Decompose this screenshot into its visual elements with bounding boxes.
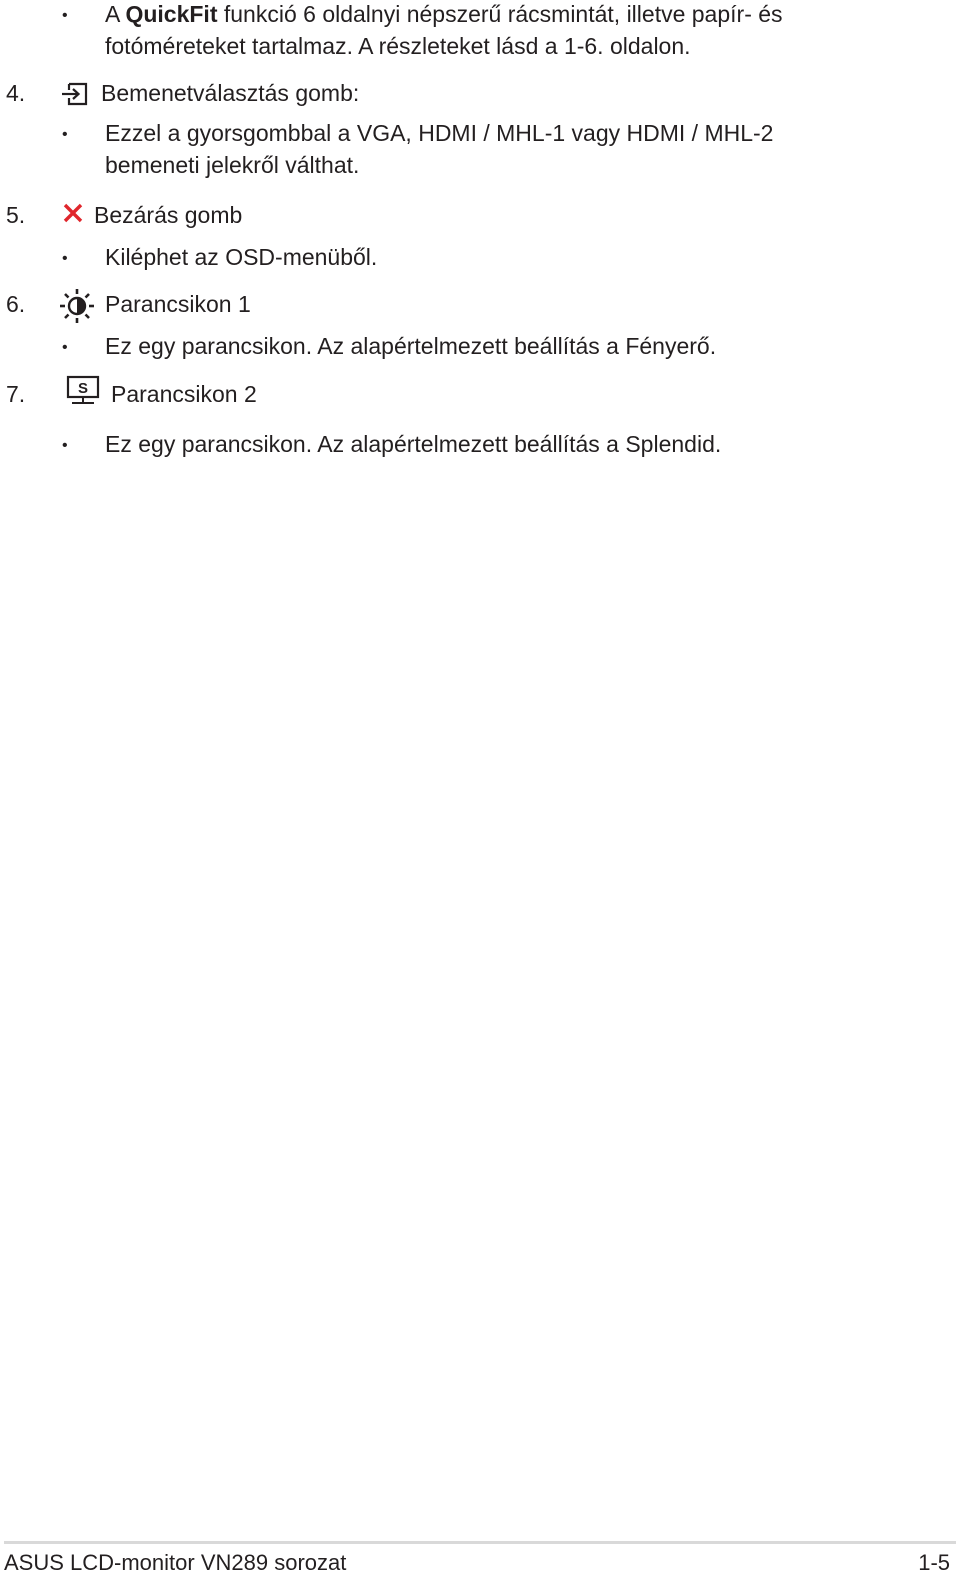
bullet-dot: • (62, 437, 68, 454)
item-5-desc-line-1: Kiléphet az OSD-menüből. (105, 244, 378, 270)
item-6-title: Parancsikon 1 (105, 291, 251, 317)
item-4-desc-line-2: bemeneti jelekről válthat. (105, 152, 360, 178)
close-icon (62, 202, 84, 224)
quickfit-line-2: fotóméreteket tartalmaz. A részleteket lásd a 1-6. oldalon. (105, 33, 691, 59)
quickfit-line-1: A QuickFit funkció 6 oldalnyi népszerű rácsmintát, illetve papír- és (105, 1, 783, 27)
item-4-desc-line-1: Ezzel a gyorsgombbal a VGA, HDMI / MHL-1 vagy HDMI / MHL-2 (105, 120, 774, 146)
bullet-dot: • (62, 339, 68, 356)
item-7-desc-line-1: Ez egy parancsikon. Az alapértelmezett beállítás a Splendid. (105, 431, 722, 457)
brightness-icon (59, 288, 95, 324)
item-7-title: Parancsikon 2 (111, 381, 257, 407)
item-7-number: 7. (6, 381, 26, 407)
item-6-number: 6. (6, 291, 26, 317)
svg-text:S: S (77, 380, 89, 397)
item-4-number: 4. (6, 80, 26, 106)
item-6-desc-line-1: Ez egy parancsikon. Az alapértelmezett beállítás a Fényerő. (105, 333, 717, 359)
input-select-icon (61, 81, 89, 107)
splendid-icon (66, 375, 100, 407)
bullet-dot: • (62, 250, 68, 267)
page-number: 1-5 (918, 1550, 950, 1575)
item-5-title: Bezárás gomb (94, 202, 243, 228)
item-4-title: Bemenetválasztás gomb: (101, 80, 360, 106)
item-5-number: 5. (6, 202, 26, 228)
footer-divider (4, 1541, 956, 1544)
bullet-dot: • (62, 126, 68, 143)
footer-title: ASUS LCD-monitor VN289 sorozat (4, 1550, 347, 1575)
bullet-dot: • (62, 7, 68, 24)
quickfit-bold: QuickFit (125, 1, 218, 27)
